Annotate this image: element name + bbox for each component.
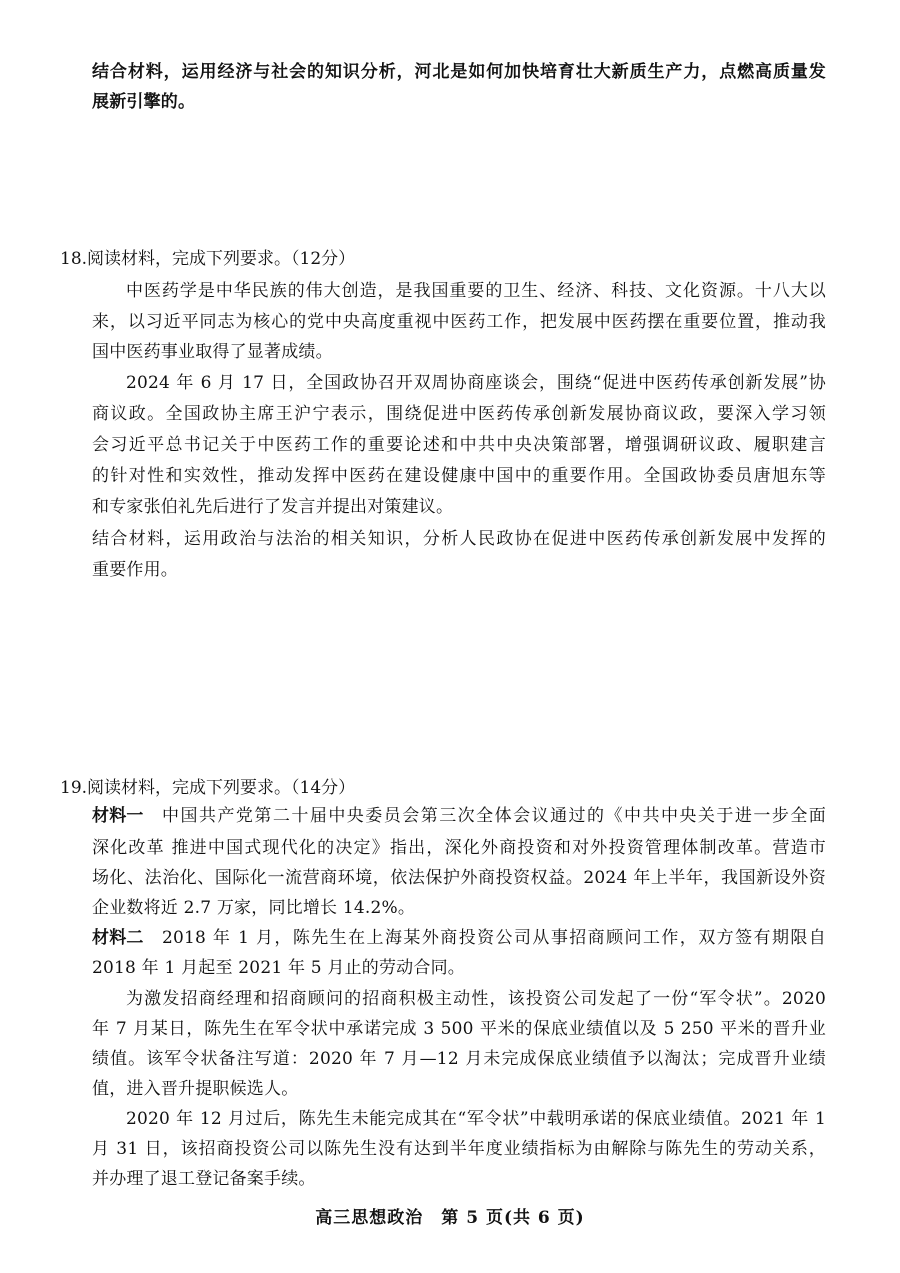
q18-para2-line: 2024 年 6 月 17 日，全国政协召开双周协商座谈会，围绕“促进中医药传承创新发展”协 — [126, 373, 826, 393]
q18-task-line: 结合材料，运用政治与法治的相关知识，分析人民政协在促进中医药传承创新发展中发挥的 — [92, 529, 826, 549]
q17-line: 结合材料，运用经济与社会的知识分析，河北是如何加快培育壮大新质生产力，点燃高质量发 — [92, 62, 826, 82]
material1-label: 材料一 — [92, 806, 144, 826]
q18-para1-line: 中医药学是中华民族的伟大创造，是我国重要的卫生、经济、科技、文化资源。十八大以 — [126, 281, 826, 301]
q18-heading: 18.阅读材料，完成下列要求。（12分） — [60, 249, 356, 269]
q19-material1-line: 中国共产党第二十届中央委员会第三次全体会议通过的《中共中央关于进一步全面 — [162, 806, 826, 826]
page-footer: 高三思想政治 第 5 页(共 6 页) — [315, 1208, 585, 1228]
q19-para4-line: 2020 年 12 月过后，陈先生未能完成其在“军令状”中载明承诺的保底业绩值。2021 年 1 — [126, 1109, 826, 1129]
q19-material1-line: 场化、法治化、国际化一流营商环境，依法保护外商投资权益。2024 年上半年，我国新设外资 — [92, 868, 826, 888]
q19-heading: 19.阅读材料，完成下列要求。（14分） — [60, 778, 356, 798]
q19-material2-line: 2018 年 1 月起至 2021 年 5 月止的劳动合同。 — [92, 958, 465, 978]
q18-para2-line: 和专家张伯礼先后进行了发言并提出对策建议。 — [92, 497, 454, 517]
q18-para2-line: 会习近平总书记关于中医药工作的重要论述和中共中央决策部署，增强调研议政、履职建言 — [92, 435, 826, 455]
q18-task-line: 重要作用。 — [92, 560, 178, 580]
q19-para3-line: 值，进入晋升提职候选人。 — [92, 1079, 299, 1099]
q19-para3-line: 为激发招商经理和招商顾问的招商积极主动性，该投资公司发起了一份“军令状”。2020 — [126, 989, 826, 1009]
q19-para3-line: 绩值。该军令状备注写道：2020 年 7 月—12 月未完成保底业绩值予以淘汰；完成晋升业绩 — [92, 1049, 826, 1069]
q18-para2-line: 商议政。全国政协主席王沪宁表示，围绕促进中医药传承创新发展协商议政，要深入学习领 — [92, 404, 826, 424]
q18-para2-line: 的针对性和实效性，推动发挥中医药在建设健康中国中的重要作用。全国政协委员唐旭东等 — [92, 466, 826, 486]
q19-para4-line: 月 31 日，该招商投资公司以陈先生没有达到半年度业绩指标为由解除与陈先生的劳动关系， — [92, 1139, 826, 1159]
q18-para1-line: 来，以习近平同志为核心的党中央高度重视中医药工作，把发展中医药摆在重要位置，推动我 — [92, 312, 826, 332]
q19-para4-line: 并办理了退工登记备案手续。 — [92, 1169, 316, 1189]
q18-para1-line: 国中医药事业取得了显著成绩。 — [92, 342, 333, 362]
q19-para3-line: 年 7 月某日，陈先生在军令状中承诺完成 3 500 平米的保底业绩值以及 5 250 平米的晋升业 — [92, 1019, 826, 1039]
q19-material1-line: 企业数将近 2.7 万家，同比增长 14.2%。 — [92, 898, 416, 918]
q19-material1-line: 深化改革 推进中国式现代化的决定》指出，深化外商投资和对外投资管理体制改革。营造市 — [92, 838, 826, 858]
q17-line: 展新引擎的。 — [92, 92, 196, 112]
material2-label: 材料二 — [92, 928, 144, 948]
q19-material2-line: 2018 年 1 月，陈先生在上海某外商投资公司从事招商顾问工作，双方签有期限自 — [162, 928, 826, 948]
